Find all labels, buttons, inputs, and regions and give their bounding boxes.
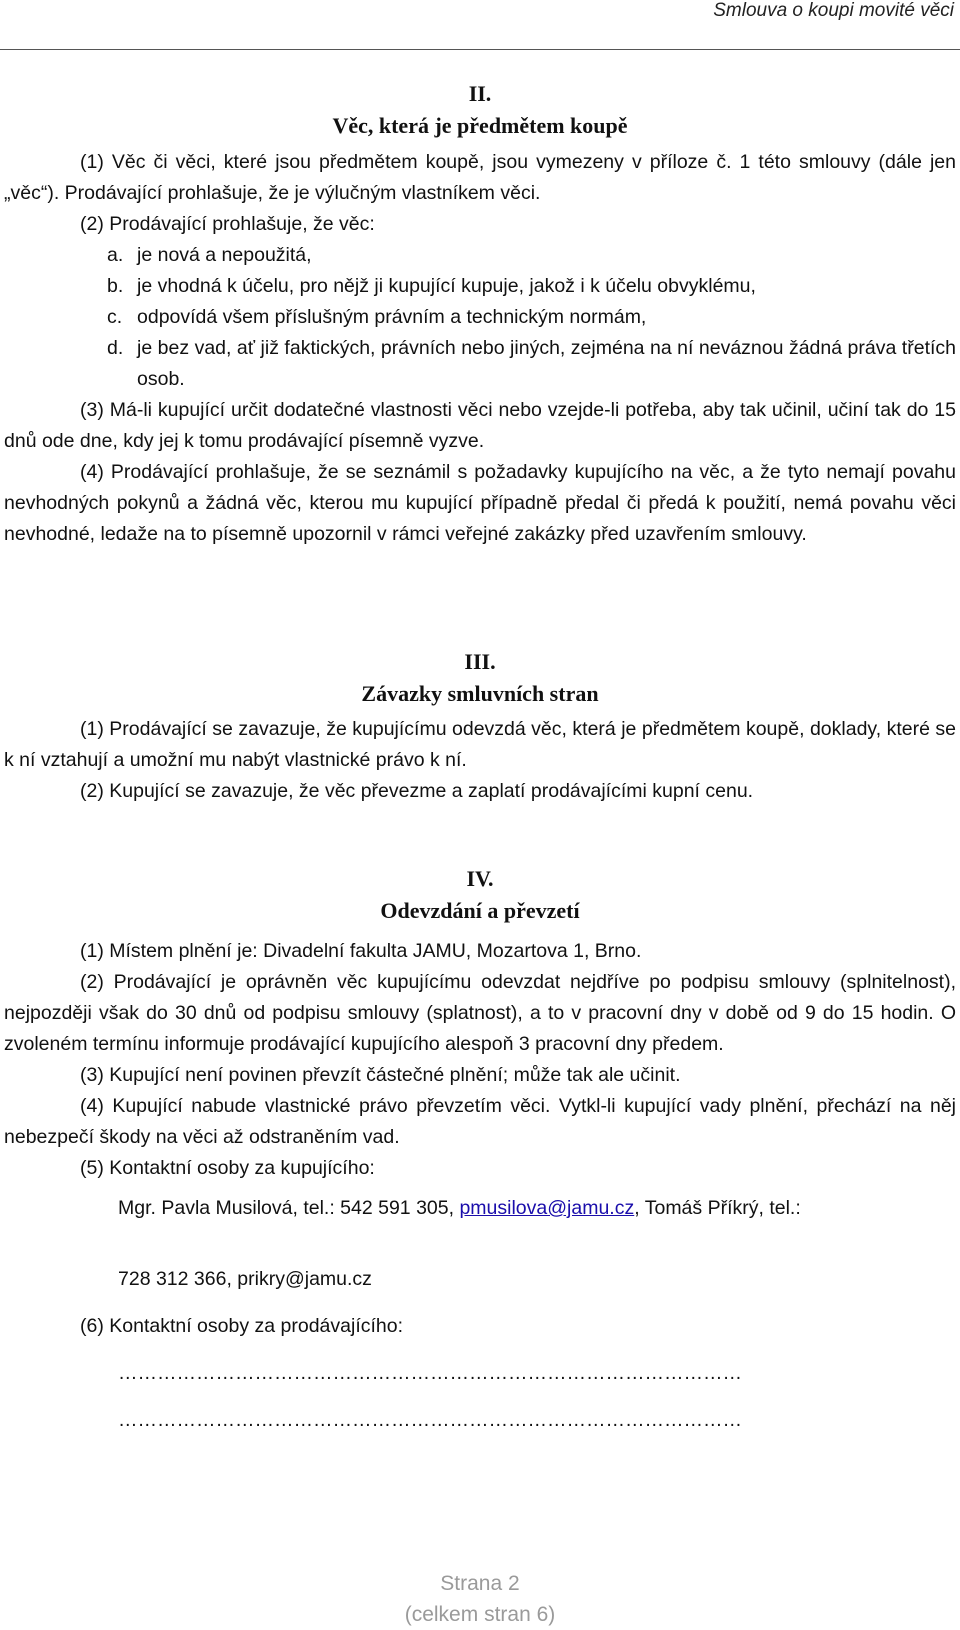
list-text: odpovídá všem příslušným právním a technickým normám, [137,306,647,328]
paragraph: (1) Věc či věci, které jsou předmětem koupě, jsou vymezeny v příloze č. 1 této smlouvy (dále jen „věc“). Prodávající prohlašuje, že je výlučným vlastníkem věci. [4,151,956,204]
paragraph: (2) Prodávající je oprávněn věc kupujícímu odevzdat nejdříve po podpisu smlouvy (splnitelnost), nejpozději však do 30 dnů od podpisu smlouvy (splatnost), a to v pracovní dny v době od 9 do 15 hodin. O zvoleném termínu informuje prodávající kupujícího alespoň 3 pracovní dny předem. [4,971,956,1055]
section-number: II. [468,81,492,106]
paragraph: (1) Místem plnění je: Divadelní fakulta JAMU, Mozartova 1, Brno. [80,940,642,962]
page-number: Strana 2 [440,1572,520,1595]
section-3-heading [4,646,956,710]
seller-contact-blank-1 [118,1362,788,1385]
paragraph: (2) Kupující se zavazuje, že věc převezme a zaplatí prodávajícími kupní cenu. [80,780,754,802]
section-title: Věc, která je předmětem koupě [332,113,628,138]
list-marker: a. [107,244,124,266]
buyer-contact-line [118,1193,956,1224]
list-item [4,240,956,271]
buyer-contact-line: 728 312 366, prikry@jamu.cz [118,1268,372,1290]
section-number: IV. [466,866,494,891]
page-header [0,0,960,50]
section-4-body [4,936,956,1184]
paragraph: (3) Má-li kupující určit dodatečné vlastnosti věci nebo vzejde-li potřeba, aby tak učinil, učiní tak do 15 dnů ode dne, kdy jej k tomu prodávající písemně vyzve. [4,399,956,452]
paragraph: (4) Prodávající prohlašuje, že se seznámil s požadavky kupujícího na věc, a že tyto nemají povahu nevhodných pokynů a žádná věc, kterou mu kupující případně předal či předá k použití, nemá povahu věci nevhodné, ledaže na to písemně upozornil v rámci veřejné zakázky před uzavřením smlouvy. [4,461,956,545]
paragraph: (5) Kontaktní osoby za kupujícího: [80,1157,375,1179]
buyer-contact [118,1193,956,1224]
list-text: je vhodná k účelu, pro nějž ji kupující kupuje, jakož i k účelu obvyklému, [137,275,756,297]
paragraph: (3) Kupující není povinen převzít částečné plnění; může tak ale učinit. [80,1064,681,1086]
paragraph: (6) Kontaktní osoby za prodávajícího: [80,1315,404,1337]
section-title: Odevzdání a převzetí [380,898,580,923]
section-2-heading [4,78,956,142]
list-marker: c. [107,306,123,328]
list-item [4,333,956,395]
list-marker: b. [107,275,124,297]
list-marker: d. [107,337,124,359]
header-title: Smlouva o koupi movité věci [713,0,954,21]
fill-in-line: …………………………………………………………………………………… [118,1362,742,1384]
contact-text: , Tomáš Příkrý, tel.: [634,1197,801,1219]
paragraph: (2) Prodávající prohlašuje, že věc: [80,213,375,235]
section-title: Závazky smluvních stran [361,681,599,706]
list-text: je nová a nepoužitá, [137,244,312,266]
fill-in-line: …………………………………………………………………………………… [118,1409,742,1431]
section-2-body [4,147,956,550]
section-3-body [4,714,956,807]
buyer-contact-2 [118,1264,956,1295]
header-rule [0,49,960,50]
paragraph: (4) Kupující nabude vlastnické právo převzetím věci. Vytkl-li kupující vady plnění, přechází na něj nebezpečí škody na věci až odstraněním vad. [4,1095,956,1148]
seller-contact-label [80,1311,956,1342]
page-total: (celkem stran 6) [404,1603,556,1626]
section-number: III. [464,649,496,674]
contact-text: Mgr. Pavla Musilová, tel.: 542 591 305, [118,1197,460,1219]
page-footer [0,1568,960,1630]
list-item [4,271,956,302]
email-link[interactable]: pmusilova@jamu.cz [459,1197,635,1219]
section-4-heading [4,863,956,927]
list-text: je bez vad, ať již faktických, právních nebo jiných, zejména na ní neváznou žádná práva třetích osob. [137,337,956,390]
list-item [4,302,956,333]
seller-contact-blank-2 [118,1409,788,1432]
paragraph: (1) Prodávající se zavazuje, že kupujícímu odevzdá věc, která je předmětem koupě, doklady, které se k ní vztahují a umožní mu nabýt vlastnické právo k ní. [4,718,956,771]
